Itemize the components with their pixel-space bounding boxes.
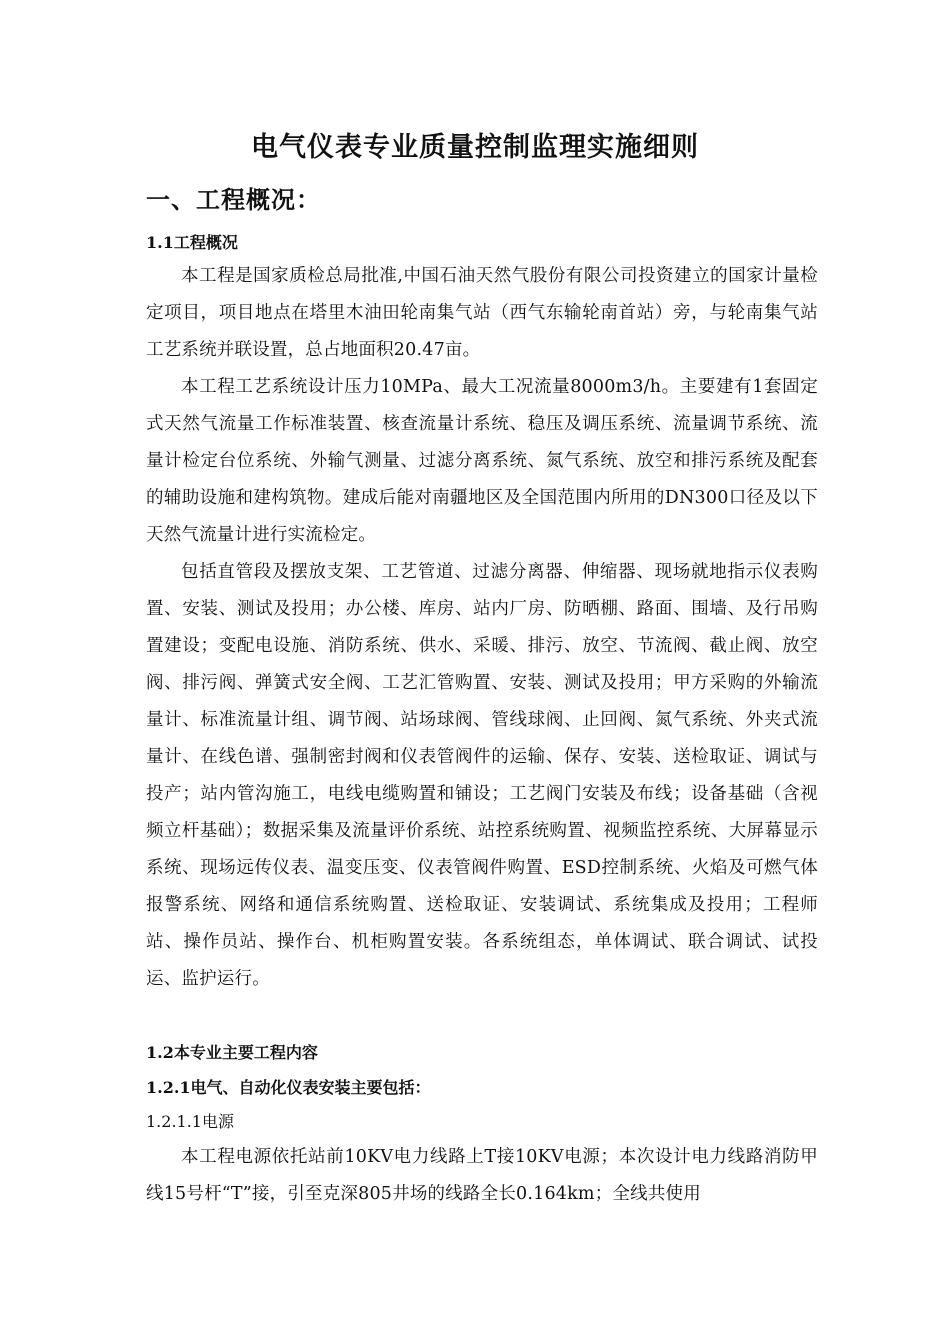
section-1-1-heading: 1.1工程概况 bbox=[146, 233, 238, 252]
document-title: 电气仪表专业质量控制监理实施细则 bbox=[251, 132, 699, 163]
paragraph-project-overview: 本工程是国家质检总局批准,中国石油天然气股份有限公司投资建立的国家计量检定项目，项目地点在塔里木油田轮南集气站（西气东输轮南首站）旁，与轮南集气站工艺系统并联设置，总占地面积20.47亩。 bbox=[146, 266, 818, 360]
section-1-heading: 一、工程概况： bbox=[146, 185, 321, 214]
paragraph-scope-of-work: 包括直管段及摆放支架、工艺管道、过滤分离器、伸缩器、现场就地指示仪表购置、安装、测试及投用；办公楼、库房、站内厂房、防晒棚、路面、围墙、及行吊购置建设；变配电设施、消防系统、供水、采暖、排污、放空、节流阀、截止阀、放空阀、排污阀、弹簧式安全阀、工艺汇管购置、安装、测试及投用；甲方采购的外输流量计、标准流量计组、调节阀、站场球阀、管线球阀、止回阀、氮气系统、外夹式流量计、在线色谱、强制密封阀和仪表管阀件的运输、保存、安装、送检取证、调试与投产；站内管沟施工，电线电缆购置和铺设；工艺阀门安装及布线；设备基础（含视频立杆基础）；数据采集及流量评价系统、站控系统购置、视频监控系统、大屏幕显示系统、现场远传仪表、温变压变、仪表管阀件购置、ESD控制系统、火焰及可燃气体报警系统、网络和通信系统购置、送检取证、安装调试、系统集成及投用；工程师站、操作员站、操作台、机柜购置安装。各系统组态，单体调试、联合调试、试投运、监护运行。 bbox=[146, 562, 818, 989]
paragraph-process-system: 本工程工艺系统设计压力10MPa、最大工况流量8000m3/h。主要建有1套固定式天然气流量工作标准装置、核查流量计系统、稳压及调压系统、流量调节系统、流量计检定台位系统、外输气测量、过滤分离系统、氮气系统、放空和排污系统及配套的辅助设施和建构筑物。建成后能对南疆地区及全国范围内所用的DN300口径及以下天然气流量计进行实流检定。 bbox=[146, 377, 818, 545]
section-1-2-1-heading: 1.2.1电气、自动化仪表安装主要包括： bbox=[146, 1078, 431, 1097]
section-1-2-1-1-heading: 1.2.1.1电源 bbox=[146, 1112, 234, 1131]
paragraph-power-supply: 本工程电源依托站前10KV电力线路上T接10KV电源；本次设计电力线路消防甲线15号杆“T”接，引至克深805井场的线路全长0.164km；全线共使用 bbox=[146, 1147, 818, 1204]
section-1-2-heading: 1.2本专业主要工程内容 bbox=[146, 1043, 318, 1062]
